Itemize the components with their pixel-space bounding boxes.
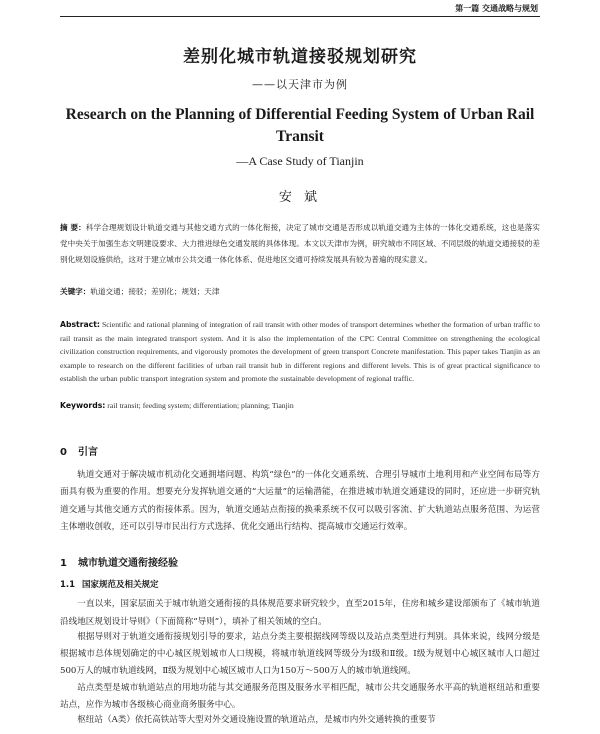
body-paragraph: 根据导则对于轨道交通衔接规划引导的要求，站点分类主要根据线网等级以及站点类型进行判别。具体来说，线网分级是根据城市总体规划确定的中心城区规划城市人口规模，将城市轨道线网等级分为Ⅰ级和Ⅱ级。Ⅰ级为规划中心城区城市人口超过500万人的城市轨道线网，Ⅱ级为规划中心城区城市人口为150万～500万人的城市轨道线网。 <box>60 632 540 676</box>
section-title: 引言 <box>78 447 98 458</box>
section-number: 0 <box>60 447 67 458</box>
section-heading-1 <box>60 554 178 569</box>
keywords-en-text: rail transit; feeding system; differentiation; planning; Tianjin <box>105 401 294 410</box>
abstract-en <box>60 318 540 386</box>
abstract-en-text: Scientific and rational planning of integration of rail transit with other modes of transport determines whether the formation of urban traffic to rail transit as the main integrated transport system. And it is also the implementation of the CPC Central Committee on strengthening the ecological civilization construction requirements, and vigorously promotes the development of green transport Concrete manifestation. This paper takes Tianjin as an example to research on the different facilities of urban rail transit hub in different regions and different levels. This is of great practical significance to establish the urban public transport integration system and promote the sustainable development of regional traffic. <box>60 320 540 384</box>
section-title: 城市轨道交通衔接经验 <box>78 558 178 569</box>
running-title: 第一篇 交通战略与规划 <box>455 4 538 13</box>
abstract-cn-text: 科学合理规划设计轨道交通与其他交通方式的一体化衔接，决定了城市交通是否形成以轨道交通为主体的一体化交通系统，这也是落实党中央关于加强生态文明建设要求、大力推进绿色交通发展的具体体现。本文以天津市为例，研究城市不同区域、不同层级的轨道交通接驳的差别化规划设施供给，这对于建立城市公共交通一体化体系、促进地区交通可持续发展具有较为普遍的现实意义。 <box>60 223 540 264</box>
section-heading-intro <box>60 443 98 458</box>
running-header <box>0 0 600 22</box>
paper-subtitle-en: —A Case Study of Tianjin <box>236 154 364 168</box>
keywords-en-label: Keywords: <box>60 401 106 410</box>
subsection-number: 1.1 <box>60 580 76 590</box>
subsection-heading-1-1 <box>60 578 159 590</box>
paper-title-en: Research on the Planning of Differential Feeding System of Urban Rail Transit <box>65 106 535 145</box>
body-paragraph: 一直以来，国家层面关于城市轨道交通衔接的具体规范要求研究较少，直至2015年，住房和城乡建设部颁布了《城市轨道沿线地区规划设计导则》（下面简称“导则”），填补了相关领域的空白。 <box>60 599 540 627</box>
subsection-title: 国家规范及相关规定 <box>82 580 159 590</box>
body-paragraph: 站点类型是城市轨道站点的用地功能与其交通服务范围及服务水平相匹配，城市公共交通服务水平高的轨道枢纽站和重要站点，应作为城市各级核心商业商务服务中心。 <box>60 683 540 710</box>
header-rule <box>60 16 540 17</box>
abstract-en-label: Abstract: <box>60 320 100 329</box>
abstract-cn <box>60 220 540 268</box>
keywords-cn-text: 轨道交通；接驳；差别化；规划；天津 <box>90 287 220 296</box>
abstract-cn-label: 摘 要： <box>60 223 86 232</box>
keywords-cn <box>60 285 540 299</box>
paper-subtitle-cn: ——以天津市为例 <box>252 78 348 91</box>
paper-title-cn: 差别化城市轨道接驳规划研究 <box>183 47 417 67</box>
body-paragraph: 枢纽站（A类）依托高铁站等大型对外交通设施设置的轨道站点，是城市内外交通转换的重要节 <box>77 715 436 725</box>
author-name: 安 斌 <box>278 190 322 205</box>
intro-paragraph: 轨道交通对于解决城市机动化交通拥堵问题、构筑“绿色”的一体化交通系统、合理引导城市土地利用和产业空间布局等方面具有极为重要的作用。想要充分发挥轨道交通的“大运量”的运输潜能，在推进城市轨道交通建设的同时，还应进一步研究轨道交通与其他交通方式的衔接体系。因为，轨道交通站点衔接的换乘系统不仅可以吸引客流、扩大轨道站点服务范围、为运营主体增收创收，还可以引导市民出行方式选择、优化交通出行结构、提高城市交通运行效率。 <box>60 470 540 533</box>
keywords-cn-label: 关键字： <box>60 287 91 296</box>
keywords-en <box>60 401 540 410</box>
section-number: 1 <box>60 558 67 569</box>
